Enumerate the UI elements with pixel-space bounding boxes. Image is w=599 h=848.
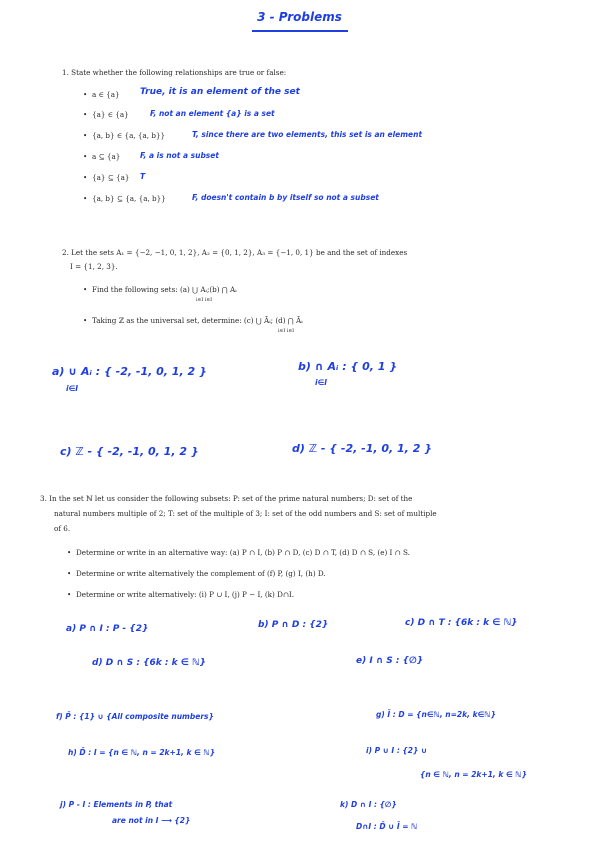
problem-3-question-line1: 3. In the set ℕ let us consider the following subsets: P: set of the prime natural numbers; D: set of the	[40, 494, 413, 503]
p2-answer-b: b) ∩ Aᵢ : { 0, 1 }	[298, 360, 398, 373]
p1-item-6-answer: F, doesn't contain b by itself so not a subset	[192, 193, 379, 202]
p1-item-5-expr: • {a} ⊆ {a}	[92, 173, 129, 183]
problem-2-question-line2: I = {1, 2, 3}.	[70, 262, 118, 271]
problem-1-question: 1. State whether the following relationships are true or false:	[62, 68, 287, 77]
p2-answer-c: c) ℤ - { -2, -1, 0, 1, 2 }	[60, 445, 199, 458]
problem-3-question-line2: natural numbers multiple of 2; T: set of the multiple of 3; I: set of the odd numbers and S: set of multiple	[54, 509, 437, 518]
p3-answer-f: f) P̄ : {1} ∪ {All composite numbers}	[56, 712, 214, 721]
p3-answer-g: g) Ī : D = {n∈ℕ, n=2k, k∈ℕ}	[376, 710, 496, 719]
p3-answer-d: d) D ∩ S : {6k : k ∈ ℕ}	[92, 658, 206, 668]
p3-answer-i-line2: {n ∈ ℕ, n = 2k+1, k ∈ ℕ}	[420, 770, 527, 779]
p3-bullet-3: • Determine or write alternatively: (i) P ∪ I, (j) P − I, (k) D∩I.	[76, 590, 294, 600]
p2-answer-d: d) ℤ - { -2, -1, 0, 1, 2 }	[292, 442, 433, 455]
p1-item-5-answer: T	[140, 172, 146, 181]
p2-answer-a: a) ∪ Aᵢ : { -2, -1, 0, 1, 2 }	[52, 365, 207, 378]
p3-answer-h: h) D̄ : I = {n ∈ ℕ, n = 2k+1, k ∈ ℕ}	[68, 748, 216, 757]
p3-answer-b: b) P ∩ D : {2}	[258, 620, 329, 630]
p1-item-3-expr: • {a, b} ∈ {a, {a, b}}	[92, 131, 165, 141]
p3-answer-i-line1: i) P ∪ I : {2} ∪	[366, 746, 428, 755]
p2-bullet-2: • Taking ℤ as the universal set, determine: (c) ⋃ Āᵢ; (d) ⋂ Āᵢ	[92, 316, 303, 326]
p2-bullet-1-subscripts: i∈I i∈I	[196, 297, 213, 303]
problem-3-question-line3: of 6.	[54, 524, 71, 533]
p1-item-1-expr: • a ∈ {a}	[92, 90, 120, 100]
problem-2-question-line1: 2. Let the sets A₁ = {−2, −1, 0, 1, 2}, A₂ = {0, 1, 2}, A₃ = {−1, 0, 1} be and the set of indexes	[62, 248, 408, 257]
p1-item-4-answer: F, a is not a subset	[140, 151, 219, 160]
p1-item-3-answer: T, since there are two elements, this set is an element	[192, 130, 423, 139]
title-underline	[252, 30, 348, 32]
p3-answer-k-line2: D∩I : D̄ ∪ Ī = ℕ	[356, 822, 418, 831]
p3-answer-c: c) D ∩ T : {6k : k ∈ ℕ}	[405, 618, 518, 628]
p3-bullet-2: • Determine or write alternatively the complement of (f) P, (g) I, (h) D.	[76, 569, 326, 579]
p2-answer-b-subscript: i∈I	[315, 378, 328, 387]
p1-item-6-expr: • {a, b} ⊆ {a, {a, b}}	[92, 194, 166, 204]
p1-item-2-answer: F, not an element {a} is a set	[150, 109, 275, 118]
p2-bullet-2-subscripts: i∈I i∈I	[278, 328, 295, 334]
p3-answer-j-line2: are not in I ⟶ {2}	[112, 816, 191, 825]
p2-answer-a-subscript: i∈I	[66, 384, 79, 393]
page-title: 3 - Problems	[257, 10, 342, 24]
p1-item-2-expr: • {a} ∈ {a}	[92, 110, 129, 120]
p3-answer-k-line1: k) D ∩ I : {∅}	[340, 800, 397, 809]
p3-answer-e: e) I ∩ S : {∅}	[356, 656, 424, 666]
p3-answer-j-line1: j) P - I : Elements in P, that	[60, 800, 173, 809]
p2-bullet-1: • Find the following sets: (a) ⋃ Aᵢ;(b) ⋂ Aᵢ	[92, 285, 237, 295]
p3-answer-a: a) P ∩ I : P - {2}	[66, 624, 149, 634]
p3-bullet-1: • Determine or write in an alternative way: (a) P ∩ I, (b) P ∩ D, (c) D ∩ T, (d) D ∩ S, (e) I ∩ S.	[76, 548, 410, 558]
p1-item-1-answer: True, it is an element of the set	[140, 87, 300, 97]
p1-item-4-expr: • a ⊆ {a}	[92, 152, 120, 162]
